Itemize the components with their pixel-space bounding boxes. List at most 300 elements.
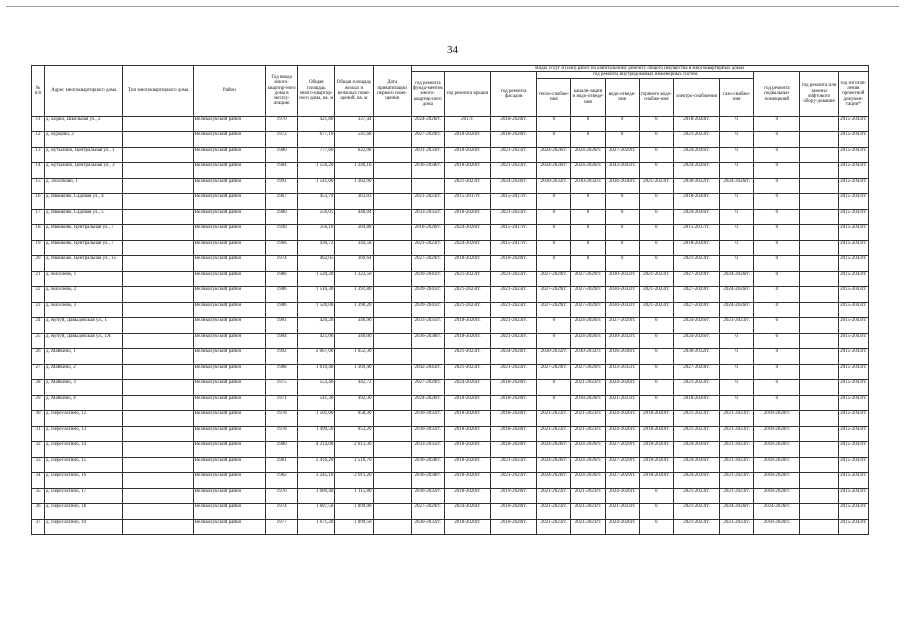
cell-type [123,333,193,349]
cell-num: 26 [32,349,45,365]
cell-year: 1986 [266,287,298,303]
cell-sewer: 0 [571,225,605,241]
cell-privatization [373,411,411,427]
cell-foundation: 2036-2038гг. [411,163,444,179]
cell-cold-water: 2024-2026гг. [605,380,639,396]
cell-num: 16 [32,194,45,210]
cell-roof: 2018-2020гг. [444,318,490,334]
cell-total-area: 421,80 [298,116,335,132]
cell-lift [800,256,838,272]
cell-privatization [373,163,411,179]
cell-num: 37 [32,519,45,535]
cell-address: д. Майкино, 1 [45,349,123,365]
cell-type [123,380,193,396]
cell-privatization [373,302,411,318]
cell-foundation: 2042-2043гг. [411,364,444,380]
cell-district: Великолукский район [193,426,265,442]
cell-total-area: 1 610,40 [298,364,335,380]
cell-gas: 2021-2023гг. [720,442,754,458]
cell-district: Великолукский район [193,519,265,535]
cell-address: д. Переслегино, 17 [45,488,123,504]
cell-hot-water: 0 [639,116,673,132]
cell-cold-water: 0 [605,116,639,132]
cell-total-area: 356,10 [298,225,335,241]
cell-foundation: 2039-2041гг. [411,287,444,303]
cell-district: Великолукский район [193,163,265,179]
cell-address: д. Майкино, 3 [45,380,123,396]
cell-lift [800,302,838,318]
cell-facade: 2021-2023гг. [491,318,537,334]
cell-district: Великолукский район [193,411,265,427]
cell-privatization [373,380,411,396]
cell-hot-water: 0 [639,349,673,365]
cell-district: Великолукский район [193,457,265,473]
cell-cold-water: 2024-2026гг. [605,519,639,535]
col-total-area: Общая площадь много-квартир-ного дома, кв. м [298,66,335,117]
cell-district: Великолукский район [193,318,265,334]
cell-cold-water: 2033-2035гг. [605,364,639,380]
cell-type [123,504,193,520]
cell-electric: 2018-2020гг. [673,116,719,132]
cell-address: д. Переслегино, 12 [45,411,123,427]
cell-sewer: 2027-2029гг. [571,287,605,303]
cell-basement: 0 [754,240,800,256]
cell-lift [800,194,838,210]
cell-electric: 2027-2029гг. [673,364,719,380]
cell-year: 1974 [266,504,298,520]
cell-year: 1984 [266,333,298,349]
col-design: год изготов-ления проектной докумен-тации* [838,72,868,116]
cell-heat: 2021-2023гг. [537,426,571,442]
cell-privatization [373,364,411,380]
cell-electric: 2018-2020гг. [673,395,719,411]
cell-hot-water: 0 [639,364,673,380]
cell-lift [800,411,838,427]
cell-facade: 2018-2020гг. [491,256,537,272]
cell-heat: 2027-2029гг. [537,287,571,303]
cell-lift [800,395,838,411]
cell-facade: 2018-2020гг. [491,519,537,535]
cell-basement: 0 [754,380,800,396]
cell-roof: 2021-2023гг. [444,302,490,318]
cell-privatization [373,426,411,442]
cell-address: д. Бурцово, 2 [45,132,123,148]
cell-electric: 2021-2023гг. [673,504,719,520]
cell-type [123,318,193,334]
cell-heat: 2027-2029гг. [537,271,571,287]
cell-living-area: 1 052,30 [335,349,373,365]
cell-design: 2015-2043гг. [838,473,868,489]
cell-cold-water: 2021-2023гг. [605,504,639,520]
cell-electric: 2027-2029гг. [673,287,719,303]
cell-address: д. Золотково, 1 [45,178,123,194]
cell-roof: 2018-2020гг. [444,473,490,489]
cell-living-area: 1 302,90 [335,178,373,194]
cell-design: 2015-2043гг. [838,116,868,132]
cell-year: 1978 [266,426,298,442]
cell-facade: 2021-2023гг. [491,333,537,349]
cell-hot-water: 0 [639,504,673,520]
cell-num: 17 [32,209,45,225]
cell-roof: 2015-2017гг. [444,194,490,210]
cell-sewer: 2021-2023гг. [571,488,605,504]
cell-total-area: 4 214,00 [298,442,335,458]
cell-roof: 2018-2020гг. [444,163,490,179]
cell-facade: 2018-2020гг. [491,504,537,520]
cell-district: Великолукский район [193,209,265,225]
cell-type [123,349,193,365]
cell-type [123,287,193,303]
cell-gas: 0 [720,194,754,210]
cell-type [123,411,193,427]
col-gas: газо-снабже-ния [720,78,754,116]
cell-electric: 2024-2026гг. [673,333,719,349]
cell-privatization [373,504,411,520]
cell-cold-water: 2024-2026гг. [605,488,639,504]
cell-type [123,488,193,504]
cell-cold-water: 0 [605,194,639,210]
cell-year: 1976 [266,488,298,504]
cell-facade: 2021-2023гг. [491,302,537,318]
cell-design: 2015-2043гг. [838,426,868,442]
table-row [32,395,869,411]
cell-type [123,256,193,272]
cell-roof: 2017г. [444,116,490,132]
cell-design: 2015-2043гг. [838,194,868,210]
cell-foundation: 2030-2032гг. [411,488,444,504]
cell-roof: 2018-2020гг. [444,457,490,473]
cell-electric: 2024-2026гг. [673,442,719,458]
cell-sewer: 0 [571,240,605,256]
col-heat: тепло-снабже-ния [537,78,571,116]
cell-foundation: 2030-2032гг. [411,426,444,442]
cell-address: д. Переслегино, 13 [45,426,123,442]
cell-gas: 2021-2023гг. [720,488,754,504]
cell-hot-water: 0 [639,209,673,225]
cell-sewer: 2024-2026гг. [571,333,605,349]
cell-district: Великолукский район [193,504,265,520]
cell-sewer: 2021-2023гг. [571,380,605,396]
cell-basement: 0 [754,256,800,272]
cell-type [123,116,193,132]
cell-hot-water: 0 [639,147,673,163]
top-rule [6,6,899,7]
cell-total-area: 1 516,30 [298,287,335,303]
cell-roof: 2018-2020гг. [444,256,490,272]
cell-privatization [373,333,411,349]
cell-heat: 0 [537,209,571,225]
cell-sewer: 2027-2029гг. [571,302,605,318]
cell-living-area: 284,88 [335,225,373,241]
cell-gas: 0 [720,364,754,380]
cell-sewer: 0 [571,116,605,132]
cell-lift [800,488,838,504]
cell-hot-water: 2018-2020гг. [639,411,673,427]
cell-district: Великолукский район [193,380,265,396]
header-group-label: Виды услуг и (или) работ по капитальному ремонту общего имущества в многоквартирных домах [411,66,868,72]
cell-privatization [373,209,411,225]
cell-foundation: 2039-2041гг. [411,271,444,287]
table-row [32,442,869,458]
cell-electric: 2024-2026гг. [673,209,719,225]
cell-total-area: 1 520,20 [298,271,335,287]
cell-design: 2015-2043гг. [838,302,868,318]
cell-privatization [373,147,411,163]
cell-roof: 2018-2020гг. [444,132,490,148]
cell-foundation: 2031-2033гг. [411,147,444,163]
cell-design: 2015-2043гг. [838,147,868,163]
cell-heat: 0 [537,318,571,334]
cell-foundation: 2036-2038гг. [411,473,444,489]
cell-sewer: 2021-2023гг. [571,411,605,427]
cell-privatization [373,318,411,334]
cell-district: Великолукский район [193,395,265,411]
cell-cold-water: 2027-2029гг. [605,318,639,334]
cell-cold-water: 2027-2029гг. [605,442,639,458]
cell-type [123,426,193,442]
table-row [32,380,869,396]
cell-cold-water: 2043-2043гг. [605,163,639,179]
cell-basement: 2018-2020гг. [754,519,800,535]
cell-design: 2015-2043гг. [838,457,868,473]
cell-gas: 2021-2023гг. [720,519,754,535]
cell-privatization [373,194,411,210]
cell-roof: 2021-2023гг. [444,364,490,380]
cell-basement: 2018-2020гг. [754,488,800,504]
cell-foundation: 2027-2029гг. [411,132,444,148]
cell-hot-water: 0 [639,488,673,504]
cell-sewer: 2024-2026гг. [571,442,605,458]
table-row [32,256,869,272]
cell-heat: 2030-2032гг. [537,349,571,365]
col-address: Адрес многоквартирного дома [45,66,123,117]
cell-year: 1984 [266,163,298,179]
cell-total-area: 3 245,10 [298,473,335,489]
cell-foundation: 2024-2026гг. [411,395,444,411]
cell-electric: 2024-2026гг. [673,147,719,163]
cell-total-area: 1 550,20 [298,163,335,179]
cell-electric: 2024-2026гг. [673,473,719,489]
cell-heat: 0 [537,395,571,411]
col-sewer: канали-зации и водо-отведе-ния [571,78,605,116]
cell-facade: 2021-2023гг. [491,271,537,287]
col-hot-water: горячего водо-снабже-ния [639,78,673,116]
cell-roof: 2021-2023гг. [444,271,490,287]
cell-living-area: 440,04 [335,209,373,225]
cell-heat: 2021-2023гг. [537,519,571,535]
cell-foundation: 2021-2023гг. [411,194,444,210]
cell-year: 1972 [266,132,298,148]
cell-num: 24 [32,318,45,334]
cell-facade: 2021-2023гг. [491,457,537,473]
cell-district: Великолукский район [193,364,265,380]
cell-hot-water: 2021-2023гг. [639,178,673,194]
cell-num: 19 [32,240,45,256]
cell-gas: 0 [720,380,754,396]
cell-gas: 0 [720,333,754,349]
cell-electric: 2024-2026гг. [673,163,719,179]
cell-living-area: 344,58 [335,240,373,256]
cell-facade: 2021-2023гг. [491,473,537,489]
cell-electric: 2021-2023гг. [673,411,719,427]
cell-num: 32 [32,442,45,458]
cell-num: 22 [32,287,45,303]
cell-basement: 0 [754,147,800,163]
cell-type [123,395,193,411]
cell-living-area: 340,00 [335,333,373,349]
cell-gas: 2021-2023гг. [720,411,754,427]
cell-electric: 2021-2023гг. [673,132,719,148]
cell-design: 2015-2043гг. [838,318,868,334]
cell-type [123,132,193,148]
cell-address: д. Переслегино, 16 [45,473,123,489]
cell-heat: 0 [537,256,571,272]
cell-lift [800,504,838,520]
cell-living-area: 1 390,20 [335,302,373,318]
cell-heat: 2027-2029гг. [537,364,571,380]
cell-sewer: 2021-2023гг. [571,519,605,535]
cell-year: 1981 [266,318,298,334]
cell-design: 2015-2043гг. [838,504,868,520]
cell-year: 1992 [266,349,298,365]
cell-lift [800,287,838,303]
cell-type [123,457,193,473]
cell-num: 29 [32,395,45,411]
cell-year: 1986 [266,271,298,287]
cell-heat: 2024-2026гг. [537,442,571,458]
col-privatization: Дата приватизации первого поме-щения [373,66,411,117]
cell-foundation: 2018-2020гг. [411,225,444,241]
cell-facade: 2018-2020гг. [491,116,537,132]
cell-year: 1988 [266,364,298,380]
cell-electric: 2021-2023гг. [673,380,719,396]
cell-gas: 0 [720,116,754,132]
cell-sewer: 2027-2029гг. [571,271,605,287]
cell-roof: 2024-2026гг. [444,504,490,520]
cell-basement: 0 [754,225,800,241]
cell-address: д. Иванково, Центральная ул., 15 [45,256,123,272]
cell-total-area: 1 520,00 [298,302,335,318]
cell-facade: 2018-2020гг. [491,426,537,442]
cell-address: д. Переслегино, 19 [45,519,123,535]
cell-design: 2015-2043гг. [838,411,868,427]
cell-year: 1977 [266,519,298,535]
cell-sewer: 2024-2026гг. [571,163,605,179]
cell-design: 2015-2043гг. [838,132,868,148]
cell-living-area: 2 011,20 [335,473,373,489]
cell-heat: 0 [537,225,571,241]
col-district: Район [193,66,265,117]
cell-design: 2015-2043гг. [838,349,868,365]
cell-foundation: 2027-2029гг. [411,380,444,396]
cell-year: 1971 [266,395,298,411]
cell-sewer: 2027-2029гг. [571,364,605,380]
cell-year: 1974 [266,256,298,272]
cell-roof: 2018-2020гг. [444,442,490,458]
cell-cold-water: 2030-2032гг. [605,302,639,318]
cell-living-area: 958,30 [335,411,373,427]
cell-sewer: 2024-2026гг. [571,147,605,163]
cell-cold-water: 0 [605,225,639,241]
cell-lift [800,271,838,287]
col-electric: электро-снабжения [673,78,719,116]
cell-living-area: 1 115,80 [335,488,373,504]
cell-roof: 2021-2023гг. [444,349,490,365]
cell-total-area: 541,30 [298,395,335,411]
cell-living-area: 1 323,50 [335,271,373,287]
cell-address: д. Иванково, Садовая ул., 5 [45,209,123,225]
cell-district: Великолукский район [193,132,265,148]
cell-total-area: 425,00 [298,333,335,349]
cell-cold-water: 0 [605,240,639,256]
cell-lift [800,442,838,458]
col-basement: год ремонта подвальных помещений [754,72,800,116]
cell-type [123,442,193,458]
cell-privatization [373,442,411,458]
cell-total-area: 553,40 [298,380,335,396]
cell-design: 2015-2043гг. [838,442,868,458]
cell-foundation: 2039-2041гг. [411,302,444,318]
cell-privatization [373,256,411,272]
cell-type [123,271,193,287]
cell-facade: 2021-2023гг. [491,163,537,179]
cell-lift [800,457,838,473]
table-row [32,426,869,442]
cell-heat: 0 [537,116,571,132]
cell-electric: 2027-2029гг. [673,302,719,318]
cell-hot-water: 0 [639,132,673,148]
cell-year: 1966 [266,240,298,256]
cell-lift [800,519,838,535]
cell-gas: 0 [720,147,754,163]
cell-lift [800,380,838,396]
cell-address: д. Иванково, Центральная ул., 7 [45,240,123,256]
cell-design: 2015-2043гг. [838,395,868,411]
cell-type [123,364,193,380]
cell-lift [800,240,838,256]
cell-cold-water: 2027-2029гг. [605,457,639,473]
cell-roof: 2018-2020гг. [444,395,490,411]
cell-address: д. Борки, Школьная ул., 2 [45,116,123,132]
cell-num: 36 [32,504,45,520]
cell-address: д. Переслегино, 15 [45,457,123,473]
cell-heat: 2027-2029гг. [537,302,571,318]
cell-facade: 2018-2020гг. [491,132,537,148]
cell-basement: 0 [754,178,800,194]
cell-electric: 2015-2017гг. [673,225,719,241]
cell-district: Великолукский район [193,271,265,287]
cell-type [123,178,193,194]
cell-year: 1978 [266,411,298,427]
cell-electric: 2021-2023гг. [673,426,719,442]
cell-roof: 2021-2023гг. [444,178,490,194]
cell-sewer: 0 [571,132,605,148]
cell-hot-water: 2018-2020гг. [639,426,673,442]
cell-hot-water: 2018-2020гг. [639,442,673,458]
cell-gas: 0 [720,256,754,272]
cell-sewer: 0 [571,194,605,210]
table-row [32,209,869,225]
cell-living-area: 337,44 [335,116,373,132]
cell-address: д. Переслегино, 14 [45,442,123,458]
cell-address: д. Киселево, 1 [45,271,123,287]
cell-hot-water: 0 [639,240,673,256]
cell-num: 25 [32,333,45,349]
cell-district: Великолукский район [193,333,265,349]
cell-hot-water: 2021-2023гг. [639,287,673,303]
cell-cold-water: 2027-2029гг. [605,473,639,489]
cell-lift [800,364,838,380]
